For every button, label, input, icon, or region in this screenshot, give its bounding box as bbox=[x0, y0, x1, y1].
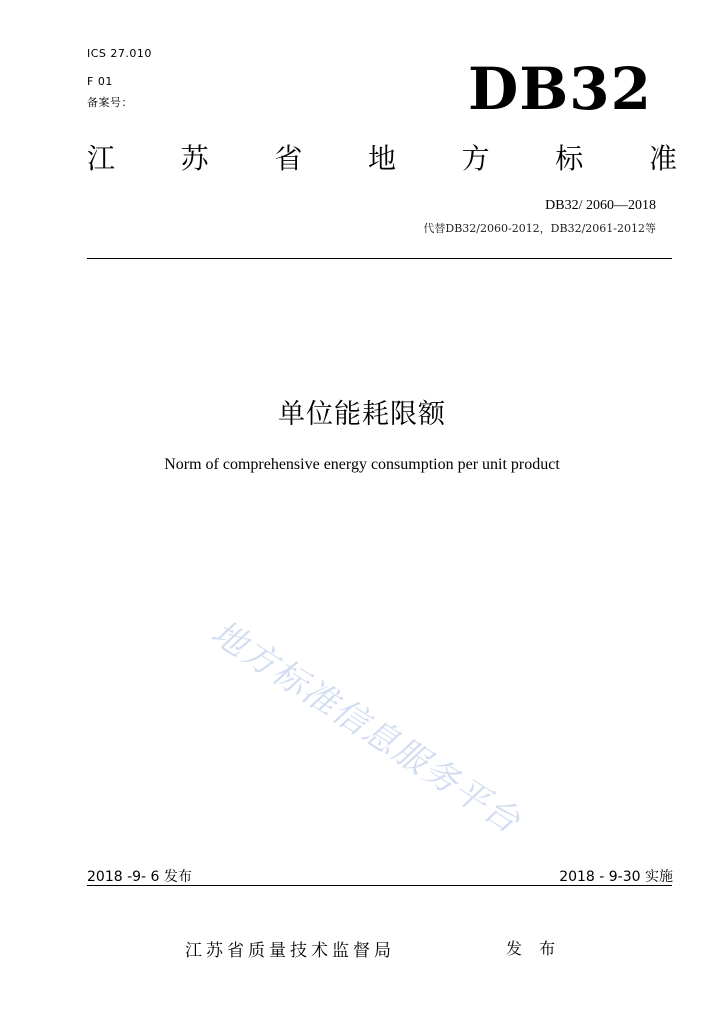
heading-char: 省 bbox=[274, 142, 303, 175]
issuing-authority: 江苏省质量技术监督局 bbox=[185, 941, 395, 961]
issue-label: 发 布 bbox=[506, 939, 562, 958]
bottom-divider bbox=[87, 885, 672, 886]
issue-date: 2018 -9- 6 发布 bbox=[87, 869, 192, 885]
heading-char: 地 bbox=[367, 142, 396, 175]
record-number-label: 备案号： bbox=[87, 96, 133, 109]
province-standard-heading bbox=[87, 141, 677, 177]
watermark: 地方标准信息服务平台 bbox=[204, 612, 528, 843]
heading-char: 江 bbox=[87, 142, 116, 175]
heading-char: 方 bbox=[461, 142, 490, 175]
top-divider bbox=[87, 258, 672, 259]
heading-char: 苏 bbox=[180, 142, 209, 175]
heading-char: 标 bbox=[555, 142, 584, 175]
document-title-english: Norm of comprehensive energy consumption per unit product bbox=[164, 456, 560, 473]
classification-code: F 01 bbox=[87, 75, 113, 88]
db32-logo: DB32 bbox=[467, 55, 652, 123]
replaces-note: 代替DB32/2060-2012，DB32/2061-2012等 bbox=[423, 222, 656, 235]
implementation-date: 2018 - 9-30 实施 bbox=[559, 869, 673, 885]
ics-code: ICS 27.010 bbox=[87, 47, 152, 60]
standard-number: DB32/ 2060—2018 bbox=[545, 198, 656, 213]
heading-char: 准 bbox=[648, 142, 677, 175]
document-title: 单位能耗限额 bbox=[278, 399, 446, 430]
